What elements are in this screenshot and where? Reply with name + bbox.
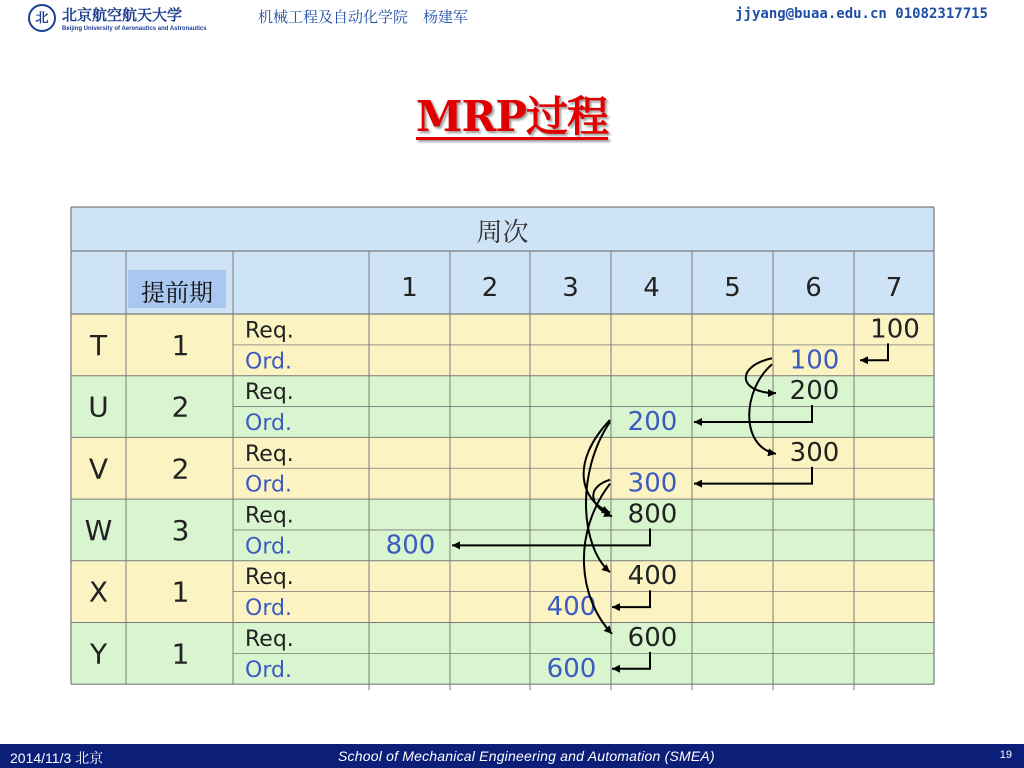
week-number-6: 6 [805,273,822,303]
ord-label: Ord. [245,349,292,375]
req-value: 200 [789,376,840,407]
req-label: Req. [245,503,294,529]
req-label: Req. [245,626,294,652]
week-number-1: 1 [401,273,418,303]
item-lead-time: 2 [171,390,190,424]
slide-title: MRP过程 [416,92,608,141]
footer-bar [0,744,1024,768]
ord-label: Ord. [245,472,292,498]
req-value: 100 [870,314,920,345]
header-contact: jjyang@buaa.edu.cn 01082317715 [735,6,988,22]
university-emblem-icon: 北 [28,4,56,32]
university-name-cn: 北京航空航天大学 [62,6,183,24]
week-number-2: 2 [481,273,499,303]
item-name: W [84,513,113,547]
item-lead-time: 2 [171,452,190,486]
item-name: X [88,575,109,609]
req-value: 400 [627,561,678,592]
item-lead-time: 1 [171,328,190,362]
req-label: Req. [245,318,294,344]
ord-value: 400 [546,592,597,623]
ord-value: 100 [789,345,840,376]
item-lead-time: 1 [171,575,190,609]
item-name: T [89,328,108,362]
footer-school: School of Mechanical Engineering and Automation (SMEA) [338,748,715,764]
week-number-5: 5 [724,273,741,303]
req-label: Req. [245,380,294,406]
ord-label: Ord. [245,410,292,436]
footer-date: 2014/11/3 北京 [10,750,104,766]
week-header-label: 周次 [476,218,529,248]
ord-label: Ord. [245,596,292,622]
ord-value: 600 [546,653,597,684]
item-lead-time: 1 [171,637,190,671]
week-number-4: 4 [643,273,660,303]
ord-label: Ord. [245,534,292,560]
university-name-en: Beijing University of Aeronautics and Astronautics [62,26,207,32]
req-value: 600 [627,622,678,653]
week-number-3: 3 [562,273,579,303]
week-number-7: 7 [885,273,903,303]
item-name: V [88,452,109,486]
item-lead-time: 3 [171,513,190,547]
lead-time-label: 提前期 [141,279,213,307]
req-value: 300 [789,437,840,468]
page-number: 19 [999,749,1012,761]
item-name: Y [89,637,108,671]
req-value: 800 [627,499,678,530]
ord-value: 200 [627,406,678,437]
ord-value: 300 [627,468,678,499]
req-label: Req. [245,441,294,467]
ord-label: Ord. [245,657,292,683]
item-name: U [88,390,109,424]
req-label: Req. [245,565,294,591]
header-author: 机械工程及自动化学院 杨建军 [258,9,469,26]
ord-value: 800 [385,530,436,561]
